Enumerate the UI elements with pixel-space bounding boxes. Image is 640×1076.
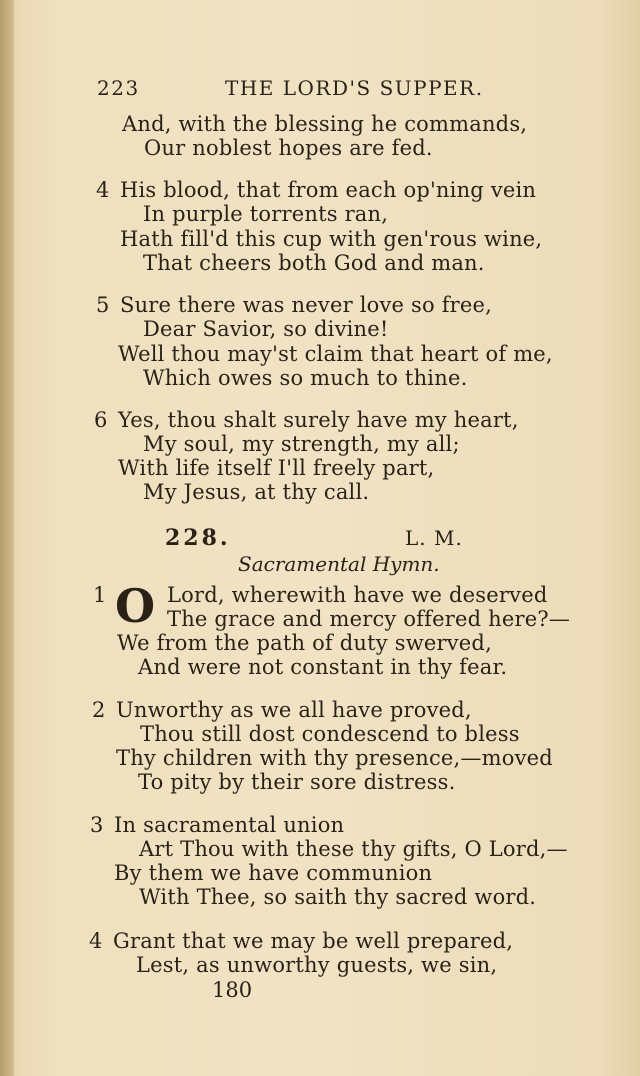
verse-line: In sacramental union (114, 813, 345, 837)
verse-line: Which owes so much to thine. (143, 366, 468, 390)
hymn-title: Sacramental Hymn. (238, 552, 440, 576)
verse-line: With Thee, so saith thy sacred word. (139, 885, 537, 909)
verse-line: Yes, thou shalt surely have my heart, (118, 408, 519, 432)
page-number: 223 (97, 76, 140, 100)
verse-line: And were not constant in thy fear. (138, 655, 508, 679)
verse-line: By them we have communion (114, 861, 433, 885)
verse-line: Dear Savior, so divine! (143, 317, 389, 341)
stanza-number: 4 (96, 178, 110, 202)
running-title: THE LORD'S SUPPER. (225, 76, 484, 100)
verse-line: Art Thou with these thy gifts, O Lord,— (139, 837, 568, 861)
hymn-number: 228. (165, 525, 231, 551)
stanza-number: 1 (93, 583, 107, 607)
verse-line: Lord, wherewith have we deserved (167, 583, 548, 607)
verse-line: Lest, as unworthy guests, we sin, (136, 953, 498, 977)
verse-line: To pity by their sore distress. (138, 770, 456, 794)
verse-line: My soul, my strength, my all; (143, 432, 460, 456)
verse-line: The grace and mercy offered here?— (167, 607, 571, 631)
verse-line: Well thou may'st claim that heart of me, (118, 342, 553, 366)
stanza-number: 2 (92, 698, 106, 722)
page-binding-edge (0, 0, 14, 1076)
verse-line: His blood, that from each op'ning vein (120, 178, 537, 202)
verse-line: My Jesus, at thy call. (143, 480, 370, 504)
verse-line: Sure there was never love so free, (120, 293, 493, 317)
verse-line: Hath fill'd this cup with gen'rous wine, (120, 227, 543, 251)
verse-line: Our noblest hopes are fed. (144, 136, 433, 160)
verse-line: With life itself I'll freely part, (118, 456, 435, 480)
verse-line: That cheers both God and man. (143, 251, 485, 275)
stanza-number: 3 (90, 813, 104, 837)
stanza-number: 4 (89, 929, 103, 953)
verse-line: Thy children with thy presence,—moved (116, 746, 553, 770)
verse-line: And, with the blessing he commands, (122, 112, 528, 136)
stanza-number: 6 (94, 408, 108, 432)
drop-cap: O (115, 579, 156, 633)
verse-line: Thou still dost condescend to bless (140, 722, 520, 746)
hymn-meter: L. M. (405, 526, 463, 550)
verse-line: We from the path of duty swerved, (117, 631, 492, 655)
verse-line: Unworthy as we all have proved, (116, 698, 472, 722)
verse-line: Grant that we may be well prepared, (113, 929, 514, 953)
verse-line: In purple torrents ran, (143, 202, 389, 226)
signature-mark: 180 (212, 978, 253, 1002)
stanza-number: 5 (96, 293, 110, 317)
